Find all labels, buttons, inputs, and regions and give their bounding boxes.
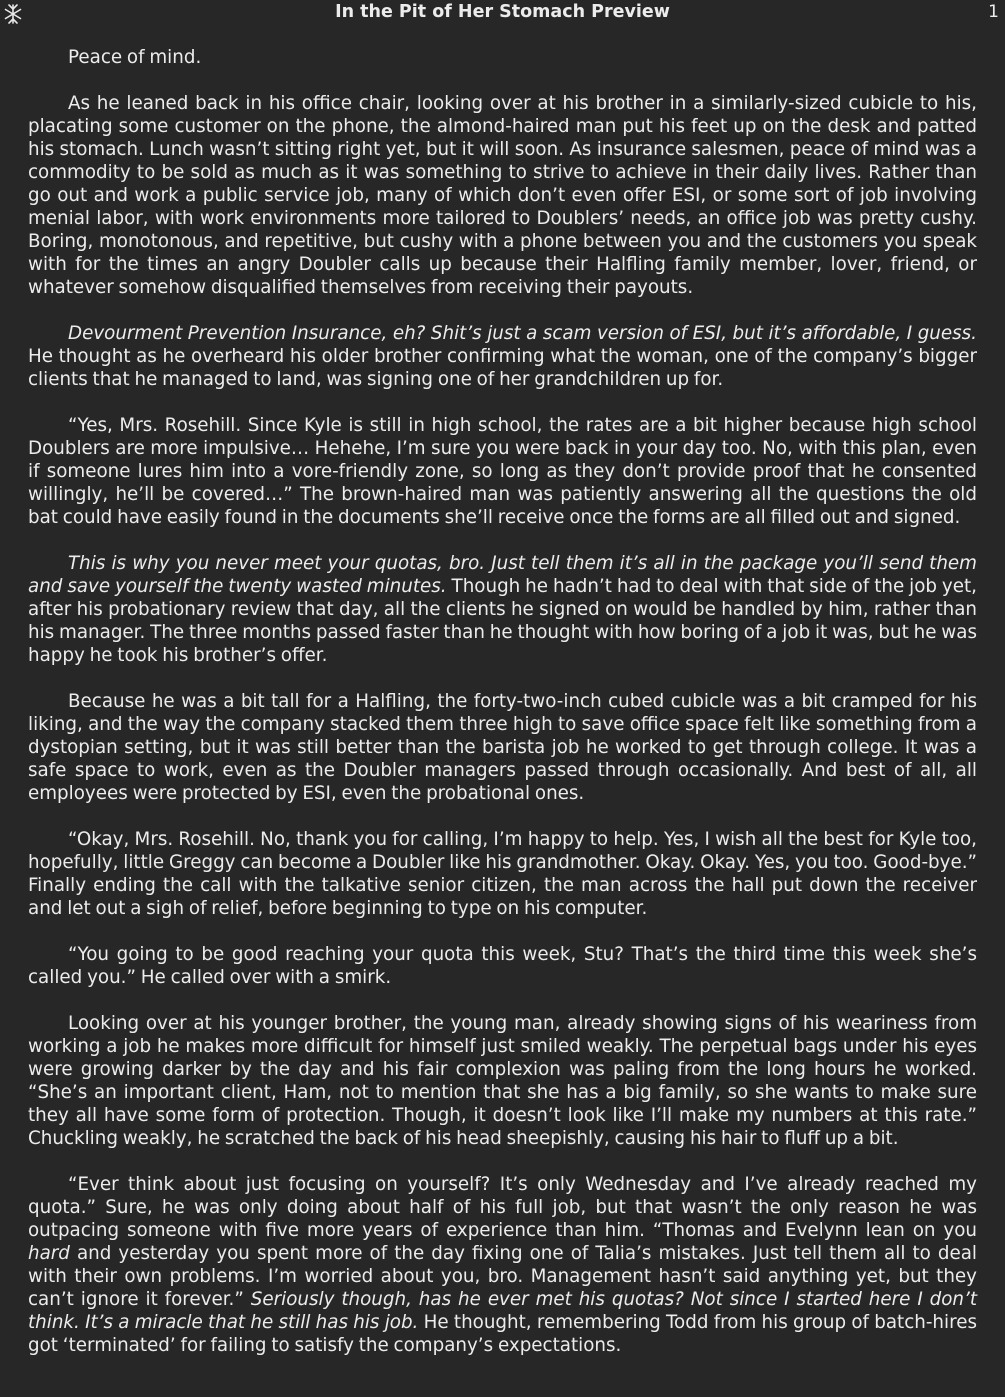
- page-header: [0, 0, 1005, 28]
- text-run: As he leaned back in his office chair, looking over at his brother in a similarly-sized cubicle to his, placating some customer on the phone, the almond-haired man put his feet up on the desk and patted his stomach. Lunch wasn’t sitting right yet, but it will soon. As insurance salesmen, peace of mind was a commodity to be sold as much as it was something to strive to achieve in their daily lives. Rather than go out and work a public service job, many of which don’t even offer ESI, or some sort of job involving menial labor, with work environments more tailored to Doublers’ needs, an office job was pretty cushy. Boring, monotonous, and repetitive, but cushy with a phone between you and the customers you speak with for the times an angry Doubler calls up because their Halfling family member, lover, friend, or whatever somehow disqualified themselves from receiving their payouts.: [28, 93, 977, 298]
- text-run: “Okay, Mrs. Rosehill. No, thank you for calling, I’m happy to help. Yes, I wish all the best for Kyle too, hopefully, little Greggy can become a Doubler like his grandmother. Okay. Okay. Yes, you too. Good-bye.” Finally ending the call with the talkative senior citizen, the man across the hall put down the receiver and let out a sigh of relief, before beginning to type on his computer.: [28, 829, 977, 919]
- text-run: and yesterday you spent more of the day fixing one of Talia’s mistakes. Just tell them all to deal with their own problems. I’m worried about you, bro. Management hasn’t said anything yet, but they can’t ignore it forever.”: [28, 1243, 977, 1310]
- paragraph: [28, 1173, 977, 1357]
- page-number: 1: [988, 2, 999, 22]
- paragraph: [28, 414, 977, 529]
- document-title: In the Pit of Her Stomach Preview: [335, 2, 670, 22]
- document-body: [28, 46, 977, 1357]
- text-run: Though he hadn’t had to deal with that side of the job yet, after his probationary review that day, all the clients he signed on would be handled by him, rather than his manager. The three months passed faster than he thought with how boring of a job it was, but he was happy he took his brother’s offer.: [28, 576, 977, 666]
- paragraph: [28, 322, 977, 391]
- text-run: “Ever think about just focusing on yourself? It’s only Wednesday and I’ve already reached my quota.” Sure, he was only doing about half of his full job, but that wasn’t the only reason he was outpacing someone with five more years of experience than him. “Thomas and Evelynn lean on you: [28, 1174, 977, 1241]
- paragraph: [28, 552, 977, 667]
- italic-text-run: Seriously though, has he ever met his quotas? Not since I started here I don’t think. It’s a miracle that he still has his job.: [28, 1289, 978, 1333]
- text-run: He thought as he overheard his older brother confirming what the woman, one of the company’s bigger clients that he managed to land, was signing one of her grandchildren up for.: [28, 346, 977, 390]
- italic-text-run: Devourment Prevention Insurance, eh? Shit’s just a scam version of ESI, but it’s affordable, I guess.: [68, 323, 977, 344]
- paragraph: [28, 1012, 977, 1150]
- text-run: Looking over at his younger brother, the young man, already showing signs of his weariness from working a job he makes more difficult for himself just smiled weakly. The perpetual bags under his eyes were growing darker by the day and his fair complexion was paling from the long hours he worked. “She’s an important client, Ham, not to mention that she has a big family, so she wants to make sure they all have some form of protection. Though, it doesn’t look like I’ll make my numbers at this rate.” Chuckling weakly, he scratched the back of his head sheepishly, causing his hair to fluff up a bit.: [28, 1013, 977, 1149]
- paragraph: [28, 46, 977, 69]
- text-run: Peace of mind.: [68, 47, 202, 68]
- italic-text-run: hard: [28, 1243, 70, 1264]
- text-run: Because he was a bit tall for a Halfling, the forty-two-inch cubed cubicle was a bit cramped for his liking, and the way the company stacked them three high to save office space felt like something from a dystopian setting, but it was still better than the barista job he worked to get through college. It was a safe space to work, even as the Doubler managers passed through occasionally. And best of all, all employees were protected by ESI, even the probational ones.: [28, 691, 977, 804]
- italic-text-run: This is why you never meet your quotas, bro. Just tell them it’s all in the package you’ll send them and save yourself the twenty wasted minutes.: [28, 553, 977, 597]
- paragraph: [28, 828, 977, 920]
- paragraph: [28, 943, 977, 989]
- paragraph: [28, 92, 977, 299]
- text-run: He thought, remembering Todd from his group of batch-hires got ‘terminated’ for failing to satisfy the company’s expectations.: [28, 1312, 977, 1356]
- text-run: “You going to be good reaching your quota this week, Stu? That’s the third time this week she’s called you.” He called over with a smirk.: [28, 944, 977, 988]
- text-run: “Yes, Mrs. Rosehill. Since Kyle is still in high school, the rates are a bit higher because high school Doublers are more impulsive… Hehehe, I’m sure you were back in your day too. No, with this plan, even if someone lures him into a vore-friendly zone, so long as they don’t provide proof that he consented willingly, he’ll be covered…” The brown-haired man was patiently answering all the questions the old bat could have easily found in the documents she’ll receive once the forms are all filled out and signed.: [28, 415, 977, 528]
- paragraph: [28, 690, 977, 805]
